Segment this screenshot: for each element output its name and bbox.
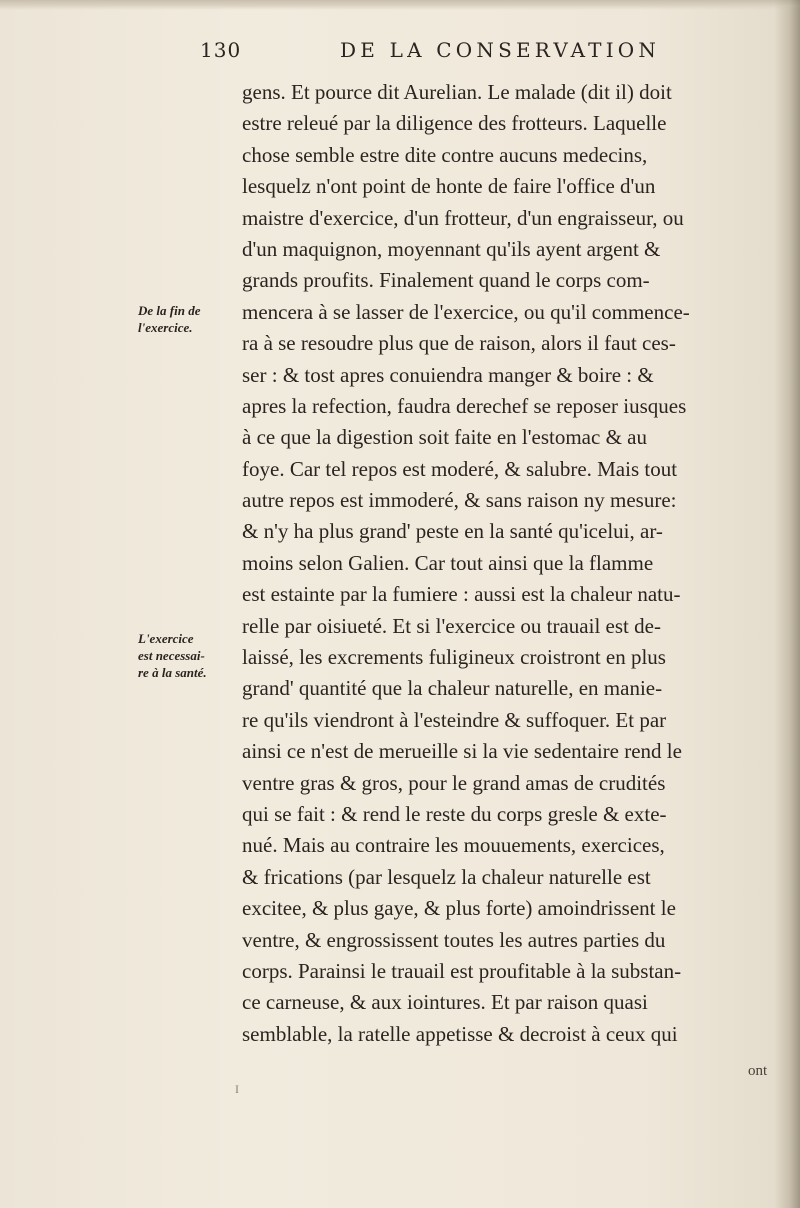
text-line: gens. Et pource dit Aurelian. Le malade (dit il) doit (242, 80, 672, 104)
running-head (200, 38, 760, 68)
text-line: ce carneuse, & aux iointures. Et par raison quasi (242, 990, 648, 1015)
text-line: relle par oisiueté. Et si l'exercice ou trauail est de- (242, 613, 661, 638)
text-line: à ce que la digestion soit faite en l'estomac & au (242, 425, 647, 450)
running-title: DE LA CONSERVATION (340, 38, 661, 62)
text-line: chose semble estre dite contre aucuns medecins, (242, 142, 648, 167)
text-line: maistre d'exercice, d'un frotteur, d'un engraisseur, ou (242, 205, 684, 230)
text-line: grand' quantité que la chaleur naturelle, en manie- (242, 676, 663, 701)
text-line: ainsi ce n'est de merueille si la vie sedentaire rend le (242, 739, 682, 764)
page-gutter-shadow (774, 0, 800, 1208)
text-line: ventre gras & gros, pour le grand amas de crudités (242, 770, 666, 795)
signature-mark: I (235, 1082, 239, 1096)
page-number: 130 (200, 38, 242, 62)
text-line: foye. Car tel repos est moderé, & salubre. Mais tout (242, 456, 678, 481)
body-text (242, 77, 772, 1050)
text-line: est estainte par la fumiere : aussi est la chaleur natu- (242, 582, 681, 607)
margin-note-line: L'exercice (138, 631, 194, 646)
text-line: qui se fait : & rend le reste du corps gresle & exte- (242, 801, 667, 826)
text-line: nué. Mais au contraire les mouuements, exercices, (242, 833, 665, 858)
text-line: corps. Parainsi le trauail est proufitable à la substan- (242, 958, 682, 983)
margin-note-exercise-health (138, 630, 238, 681)
margin-note-line: De la fin de (138, 303, 201, 318)
text-line: ventre, & engrossissent toutes les autres parties du (242, 927, 666, 952)
page-top-edge (0, 0, 800, 10)
margin-note-line: l'exercice. (138, 320, 193, 335)
text-line: d'un maquignon, moyennant qu'ils ayent argent & (242, 236, 661, 261)
text-line: mencera à se lasser de l'exercice, ou qu'il commence- (242, 299, 690, 324)
text-line: laissé, les excrements fuligineux croistront en plus (242, 645, 666, 670)
text-line: autre repos est immoderé, & sans raison ny mesure: (242, 488, 677, 513)
margin-note-exercise-end (138, 302, 238, 336)
text-line: & frications (par lesquelz la chaleur naturelle est (242, 864, 651, 889)
text-line: excitee, & plus gaye, & plus forte) amoindrissent le (242, 896, 676, 921)
text-line: semblable, la ratelle appetisse & decroist à ceux qui (242, 1021, 678, 1046)
text-line: re qu'ils viendront à l'esteindre & suffoquer. Et par (242, 707, 667, 732)
text-line: ser : & tost apres conuiendra manger & boire : & (242, 362, 654, 387)
text-line: grands proufits. Finalement quand le corps com- (242, 268, 650, 293)
margin-note-line: re à la santé. (138, 665, 207, 680)
catchword: ont (748, 1063, 768, 1079)
text-line: lesquelz n'ont point de honte de faire l'office d'un (242, 174, 656, 199)
text-line: & n'y ha plus grand' peste en la santé qu'icelui, ar- (242, 519, 663, 544)
text-line: moins selon Galien. Car tout ainsi que la flamme (242, 550, 654, 575)
text-line: apres la refection, faudra derechef se reposer iusques (242, 393, 687, 418)
margin-note-line: est necessai- (138, 648, 205, 663)
text-line: estre releué par la diligence des frotteurs. Laquelle (242, 111, 667, 136)
text-line: ra à se resoudre plus que de raison, alors il faut ces- (242, 331, 676, 356)
